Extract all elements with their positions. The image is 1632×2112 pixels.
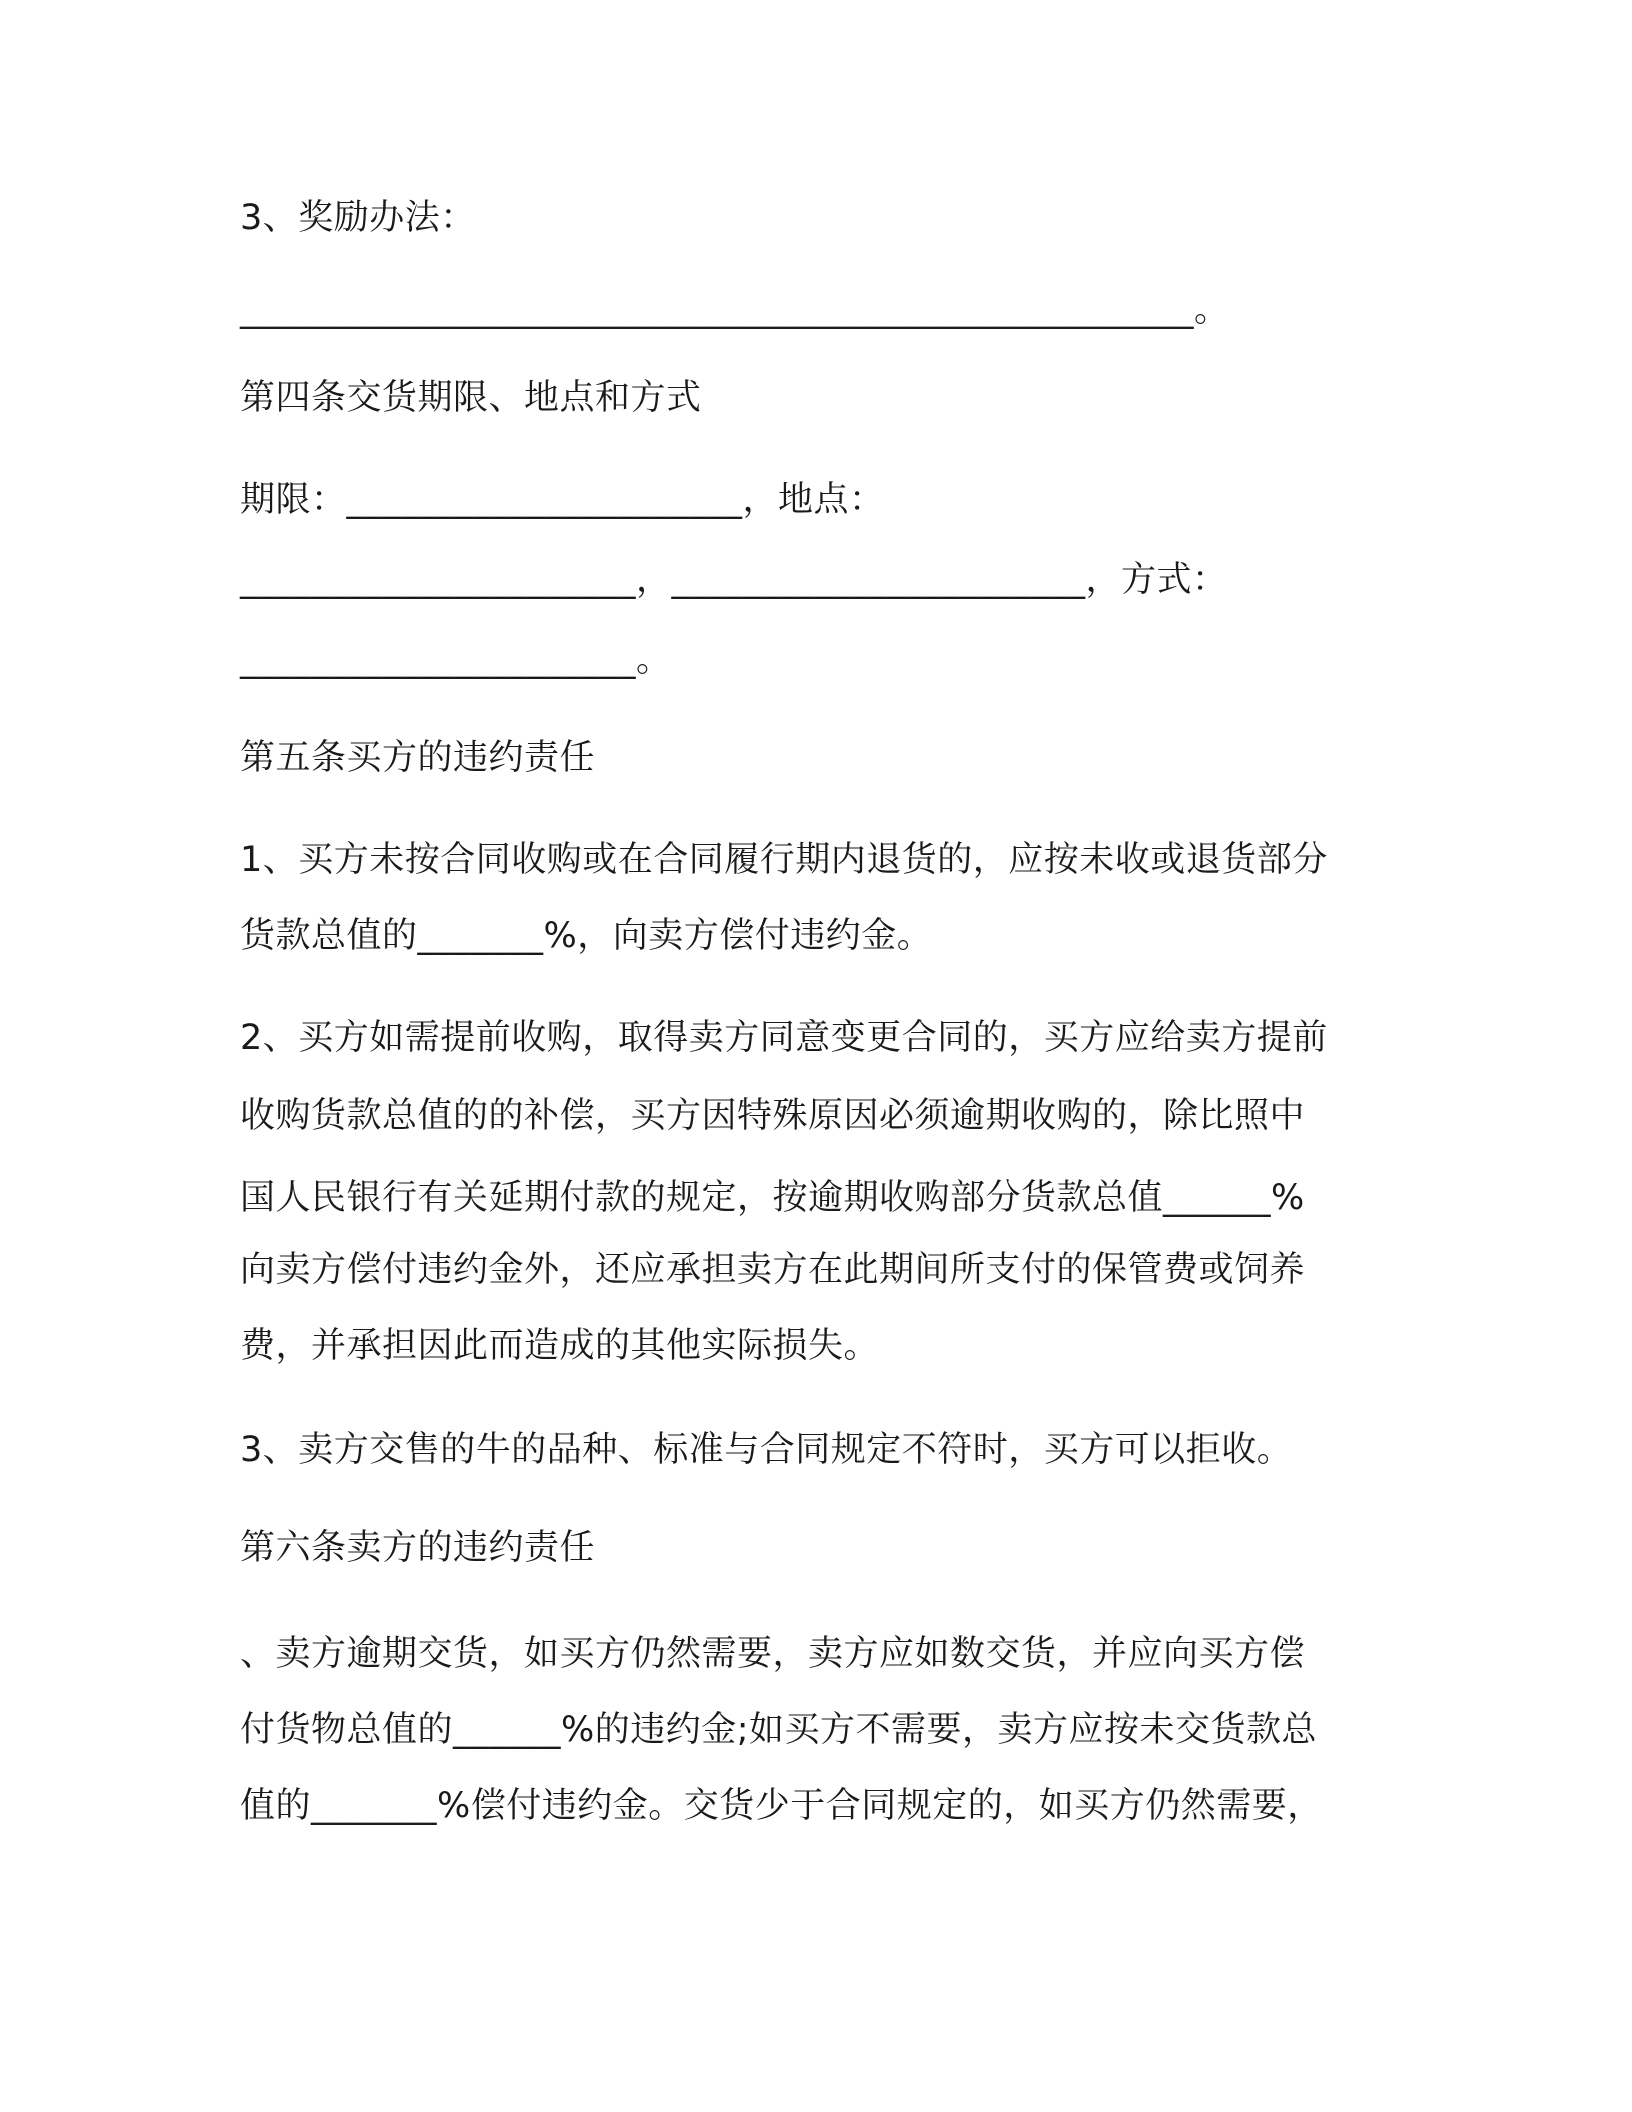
buyer-clause3-line1: 3、卖方交售的牛的品种、标准与合同规定不符时，买方可以拒收。 [240,1430,1293,1470]
location-method-line: ______________________，_______________________，方式： [240,560,1228,600]
seller-clause1-line2: 付货物总值的______%的违约金;如买方不需要，卖方应按未交货款总 [240,1710,1318,1750]
buyer-clause2-line2: 收购货款总值的的补偿，买方因特殊原因必须逾期收购的，除比照中 [240,1096,1306,1136]
article5-heading: 第五条买方的违约责任 [240,738,596,778]
buyer-clause2-line5: 费，并承担因此而造成的其他实际损失。 [240,1326,880,1366]
seller-clause1-line1: 、卖方逾期交货，如买方仍然需要，卖方应如数交货，并应向买方偿 [240,1634,1306,1674]
reward-blank-line: _____________________________________________________。 [240,290,1230,330]
buyer-clause1-line1: 1、买方未按合同收购或在合同履行期内退货的，应按未收或退货部分 [240,840,1328,880]
seller-clause1-line3: 值的_______%偿付违约金。交货少于合同规定的，如买方仍然需要， [240,1786,1323,1826]
method-blank-line: ______________________。 [240,640,672,680]
section3-reward-heading: 3、奖励办法： [240,198,476,238]
article6-heading: 第六条卖方的违约责任 [240,1528,596,1568]
buyer-clause2-line4: 向卖方偿付违约金外，还应承担卖方在此期间所支付的保管费或饲养 [240,1250,1306,1290]
buyer-clause2-line3: 国人民银行有关延期付款的规定，按逾期收购部分货款总值______% [240,1178,1305,1218]
article4-heading: 第四条交货期限、地点和方式 [240,378,702,418]
buyer-clause2-line1: 2、买方如需提前收购，取得卖方同意变更合同的，买方应给卖方提前 [240,1018,1328,1058]
deadline-location-line: 期限：______________________，地点： [240,480,885,520]
buyer-clause1-line2: 货款总值的_______%，向卖方偿付违约金。 [240,916,933,956]
